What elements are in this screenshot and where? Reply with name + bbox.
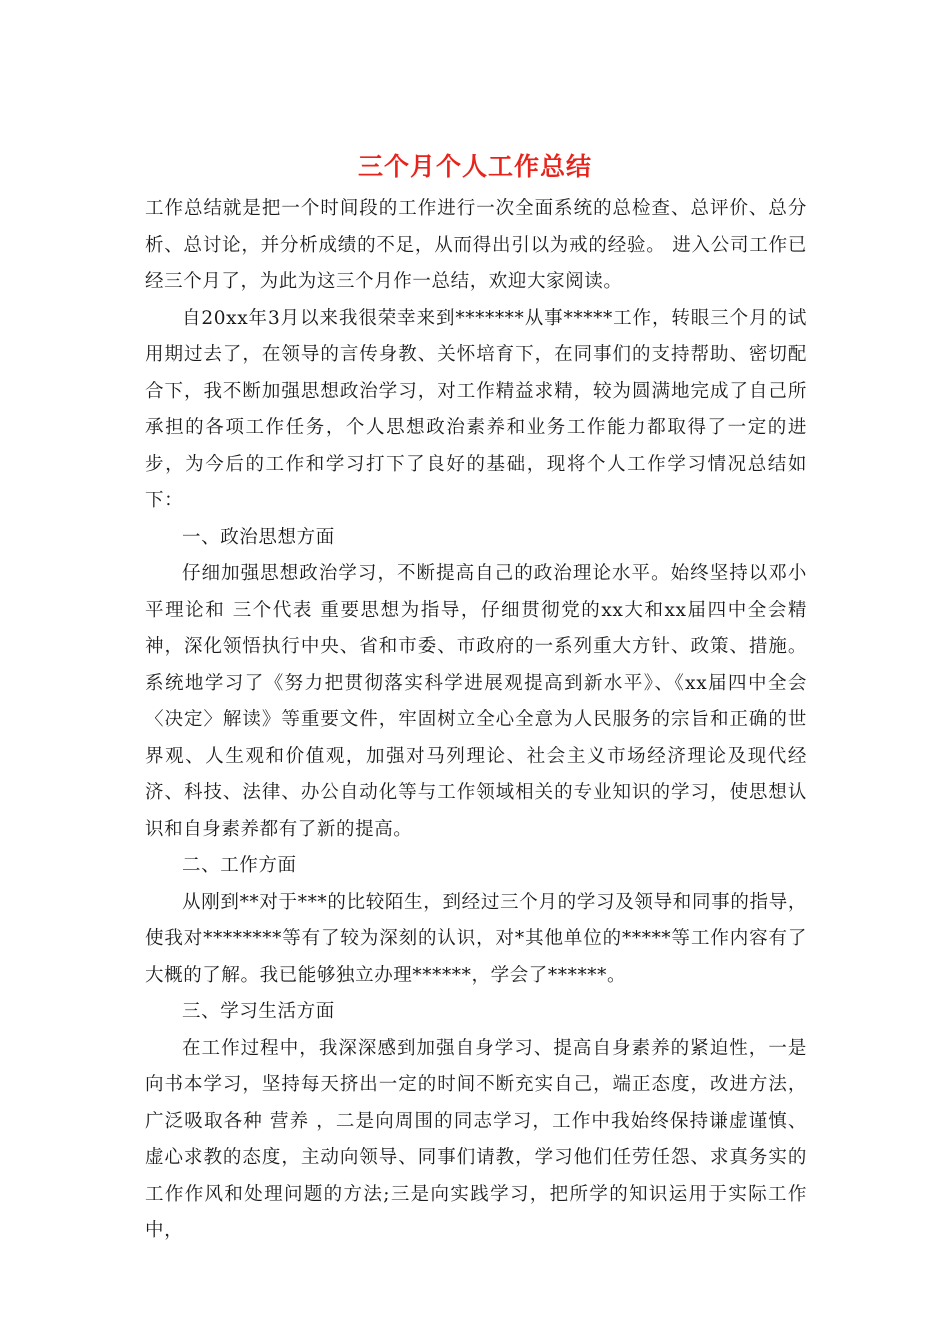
intro-paragraph: 工作总结就是把一个时间段的工作进行一次全面系统的总检查、总评价、总分析、总讨论，并分析成绩的不足，从而得出引以为戒的经验。 进入公司工作已经三个月了，为此为这三个月作一总结，欢迎大家阅读。	[145, 198, 807, 292]
section-text-study-life: 在工作过程中，我深深感到加强自身学习、提高自身素养的紧迫性，一是向书本学习，坚持每天挤出一定的时间不断充实自己，端正态度，改进方法，广泛吸取各种 营养 ，二是向周围的同志学习，工作中我始终保持谦虚谨慎、虚心求教的态度，主动向领导、同事们请教，学习他们任劳任怨、求真务实的工作作风和处理问题的方法;三是向实践学习，把所学的知识运用于实际工作中，	[145, 1037, 807, 1241]
opening-paragraph: 自20xx年3月以来我很荣幸来到*******从事*****工作，转眼三个月的试用期过去了，在领导的言传身教、关怀培育下，在同事们的支持帮助、密切配合下，我不断加强思想政治学习，对工作精益求精，较为圆满地完成了自己所承担的各项工作任务，个人思想政治素养和业务工作能力都取得了一定的进步，为今后的工作和学习打下了良好的基础，现将个人工作学习情况总结如下：	[145, 307, 807, 511]
section-text-work: 从刚到**对于***的比较陌生，到经过三个月的学习及领导和同事的指导，使我对********等有了较为深刻的认识，对*其他单位的*****等工作内容有了大概的了解。我已能够独立办理******，学会了******。	[145, 891, 807, 986]
document-title: 三个月个人工作总结	[357, 152, 592, 181]
section-heading-study-life: 三、学习生活方面	[182, 1001, 335, 1022]
section-heading-work: 二、工作方面	[182, 855, 297, 876]
section-heading-political: 一、政治思想方面	[182, 526, 335, 548]
section-text-political: 仔细加强思想政治学习，不断提高自己的政治理论水平。始终坚持以邓小平理论和 三个代表 重要思想为指导，仔细贯彻党的xx大和xx届四中全会精神，深化领悟执行中央、省和市委、市政府的一系列重大方针、政策、措施。系统地学习了《努力把贯彻落实科学进展观提高到新水平》、《xx届四中全会〈决定〉解读》等重要文件，牢固树立全心全意为人民服务的宗旨和正确的世界观、人生观和价值观，加强对马列理论、社会主义市场经济理论及现代经济、科技、法律、办公自动化等与工作领域相关的专业知识的学习，使思想认识和自身素养都有了新的提高。	[145, 563, 807, 840]
document-body	[145, 191, 807, 1250]
